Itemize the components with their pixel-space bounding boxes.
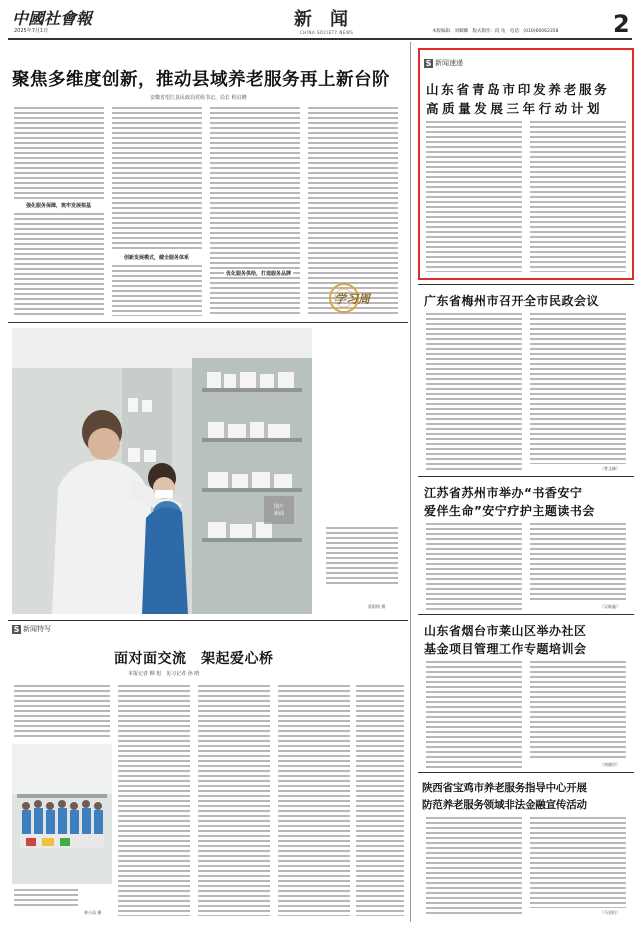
lead-col-1-text-b <box>14 212 104 316</box>
news-express-headline-1: 山东省青岛市印发养老服务 <box>426 82 610 97</box>
section-s-icon: S <box>13 624 20 634</box>
meizhou-credit: （曾文峰） <box>600 466 620 471</box>
right-rule-3 <box>418 614 634 615</box>
seal-text: 学习周 <box>334 292 371 306</box>
yantai-col-1-text <box>426 660 522 768</box>
features-section-label: 新闻特写 <box>23 625 51 633</box>
right-rule-4 <box>418 772 634 773</box>
features-col-4-text <box>278 684 350 916</box>
news-express-headline-2: 高质量发展三年行动计划 <box>426 101 604 116</box>
section-title: 新 闻 <box>294 9 348 30</box>
baoji-headline-2: 防范养老服务领域非法金融宣传活动 <box>422 799 587 811</box>
features-byline: 本报记者 柳 旭 见习记者 孙 晴 <box>128 671 200 677</box>
photo-tag <box>264 496 294 524</box>
baoji-headline-1: 陕西省宝鸡市养老服务指导中心开展 <box>422 782 587 794</box>
right-rule-2 <box>418 476 634 477</box>
date-line: 2025年7月1日 <box>14 28 49 34</box>
lead-subhead-2: 创新发展模式，健全服务体系 <box>124 255 190 261</box>
section-s-icon: S <box>425 58 432 68</box>
lead-headline: 聚焦多维度创新，推动县域养老服务再上新台阶 <box>12 70 390 90</box>
features-col-1-text <box>14 684 110 740</box>
meizhou-col-1-text <box>426 312 522 472</box>
page-number: 2 <box>613 10 630 38</box>
volunteers-photo-credit: 林小雨 摄 <box>84 910 102 915</box>
study-week-seal <box>326 270 386 320</box>
features-section-head <box>12 624 51 634</box>
news-express-section-head <box>424 58 463 68</box>
paper-logo: 中國社會報 <box>12 9 93 28</box>
suzhou-headline-2: 爱伴生命”安宁疗护主题读书会 <box>424 504 595 518</box>
lead-subhead-1: 强化服务保障，筑牢发展根基 <box>26 203 92 209</box>
photo-tag-text: 图片新闻 <box>273 504 284 517</box>
suzhou-col-2-text <box>530 522 626 602</box>
lead-byline: 安徽省望江县民政局党组书记、局长 程启槽 <box>150 95 247 101</box>
news-express-col-2-text <box>530 120 626 272</box>
suzhou-col-1-text <box>426 522 522 610</box>
photo-caption-credit: 贾彩锦 摄 <box>368 604 386 609</box>
masthead <box>0 0 640 40</box>
news-express-col-1-text <box>426 120 522 272</box>
volunteers-photo <box>12 744 112 884</box>
baoji-col-1-text <box>426 816 522 916</box>
column-divider <box>410 42 411 922</box>
right-rule-1 <box>418 284 634 285</box>
yantai-headline-1: 山东省烟台市莱山区举办社区 <box>424 624 587 638</box>
lead-col-3-text <box>210 106 300 316</box>
lead-subhead-3: 优化服务供给，打造服务品牌 <box>226 271 292 277</box>
yantai-headline-2: 基金项目管理工作专题培训会 <box>424 642 587 656</box>
meizhou-headline: 广东省梅州市召开全市民政会议 <box>424 294 600 308</box>
features-col-2-text <box>118 684 190 916</box>
photo-caption-text <box>326 526 398 586</box>
editor-info: 本版编辑：刘卿卿 版式制作：段 龟 电话：(010)66062358 <box>432 29 559 34</box>
section-pinyin: CHINA SOCIETY NEWS <box>300 30 354 35</box>
pharmacy-photo <box>12 328 312 614</box>
masthead-rule <box>8 38 632 40</box>
lead-col-1-text <box>14 106 104 200</box>
features-headline: 面对面交流 架起爱心桥 <box>114 651 274 667</box>
meizhou-col-2-text <box>530 312 626 464</box>
baoji-credit: （马晋恒） <box>600 910 620 915</box>
lead-col-2-text <box>112 106 202 250</box>
suzhou-headline-1: 江苏省苏州市举办“书香安宁 <box>424 486 583 500</box>
features-col-5-text <box>356 684 404 916</box>
yantai-credit: （初晓玲） <box>600 762 620 767</box>
suzhou-credit: （吴晓鑫） <box>600 604 620 609</box>
news-express-section-label: 新闻速递 <box>435 59 463 67</box>
lead-bottom-rule <box>8 322 408 323</box>
features-col-3-text <box>198 684 270 916</box>
baoji-col-2-text <box>530 816 626 908</box>
yantai-col-2-text <box>530 660 626 760</box>
photo-bottom-rule <box>8 620 408 621</box>
volunteers-caption-text <box>14 888 78 908</box>
lead-col-2-text-b <box>112 264 202 316</box>
